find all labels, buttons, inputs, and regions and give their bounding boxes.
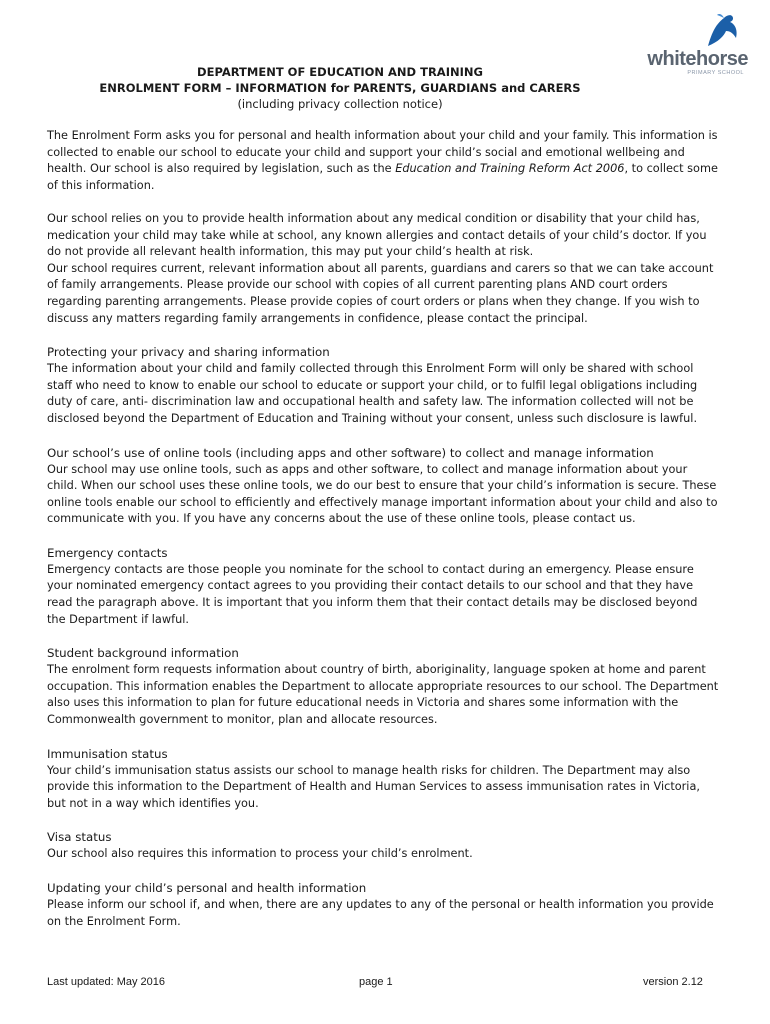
logo-wordmark: whitehorse — [647, 48, 748, 70]
section-heading: Protecting your privacy and sharing information — [47, 345, 330, 360]
section-body: Please inform our school if, and when, there are any updates to any of the personal or health information you provide on the Enrolment Form. — [47, 898, 714, 928]
form-title: ENROLMENT FORM – INFORMATION for PARENTS, GUARDIANS and CARERS — [99, 81, 581, 95]
logo-subtitle: PRIMARY SCHOOL — [687, 70, 744, 76]
section-body: Our school also requires this information to process your child’s enrolment. — [47, 847, 473, 861]
section-body: The information about your child and family collected through this Enrolment Form will only be shared with school staff who need to know to enable our school to educate or support your child, or to fulfil legal obligations including duty of care, anti- discrimination law and occupational health and safety law. The information collected will not be disclosed beyond the Department of Education and Training without your consent, unless such disclosure is lawful. — [47, 362, 698, 425]
section-student-background — [47, 645, 719, 728]
section-heading: Updating your child’s personal and health information — [47, 881, 367, 895]
section-visa — [47, 829, 719, 863]
last-updated: Last updated: May 2016 — [47, 976, 166, 988]
section-privacy — [47, 344, 719, 427]
horse-logo-icon — [702, 12, 742, 52]
page-footer — [0, 976, 770, 992]
section-immunisation — [47, 746, 719, 813]
form-header — [0, 64, 680, 113]
section-emergency-contacts — [47, 545, 719, 628]
department-title: DEPARTMENT OF EDUCATION AND TRAINING — [197, 65, 483, 79]
section-heading: Emergency contacts — [47, 545, 168, 560]
section-body: Our school may use online tools, such as apps and other software, to collect and manage information about your child. When our school uses these online tools, we do our best to ensure that your child’s information is secure. These online tools enable our school to efficiently and effectively manage important information about your child and also to communicate with you. If you have any concerns about the use of these online tools, please contact us. — [47, 462, 718, 526]
section-body: The enrolment form requests information about country of birth, aboriginality, language spoken at home and parent occupation. This information enables the Department to allocate appropriate resources to our school. The Department also uses this information to plan for future educational needs in Victoria and shares some information with the Commonwealth government to monitor, plan and allocate resources. — [47, 663, 719, 727]
document-body — [47, 128, 719, 930]
intro-paragraph-1: The Enrolment Form asks you for personal and health information about your child and your family. This information is collected to enable our school to educate your child and support your child’s social and emotional wellbeing and health. Our school is also required by legislation, such as the Education and Training Reform Act 2006, to collect some of this information. — [47, 129, 718, 192]
act-name: Education and Training Reform Act 2006 — [395, 162, 625, 176]
section-heading: Immunisation status — [47, 746, 168, 761]
form-subtitle: (including privacy collection notice) — [237, 97, 443, 111]
intro-paragraph-3: Our school requires current, relevant information about all parents, guardians and carers so that we can take account of family arrangements. Please provide our school with copies of all current parenting plans AND court orders regarding parenting arrangements. Please provide copies of court orders or plans when they change. If you wish to discuss any matters regarding family arrangements in confidence, please contact the principal. — [47, 261, 714, 325]
section-heading: Visa status — [47, 830, 112, 845]
section-body: Your child’s immunisation status assists our school to manage health risks for children. The Department may also provide this information to the Department of Health and Human Services to assess immunisation rates in Victoria, but not in a way which identifies you. — [47, 763, 700, 810]
section-heading: Our school’s use of online tools (including apps and other software) to collect and manage information — [47, 445, 654, 460]
intro-paragraph-2: Our school relies on you to provide health information about any medical condition or disability that your child has, medication your child may take while at school, any known allergies and contact details of your child’s doctor. If you do not provide all relevant health information, this may put your child’s health at risk. — [47, 211, 707, 259]
version-number: version 2.12 — [643, 976, 703, 988]
section-body: Emergency contacts are those people you nominate for the school to contact during an emergency. Please ensure your nominated emergency contact agrees to you providing their contact details to our school and that they have read the paragraph above. It is important that you inform them that their contact details may be disclosed beyond the Department if lawful. — [47, 562, 698, 626]
section-updating-info — [47, 880, 719, 930]
page-number: page 1 — [359, 976, 393, 988]
section-heading: Student background information — [47, 646, 239, 661]
section-online-tools — [47, 445, 719, 528]
